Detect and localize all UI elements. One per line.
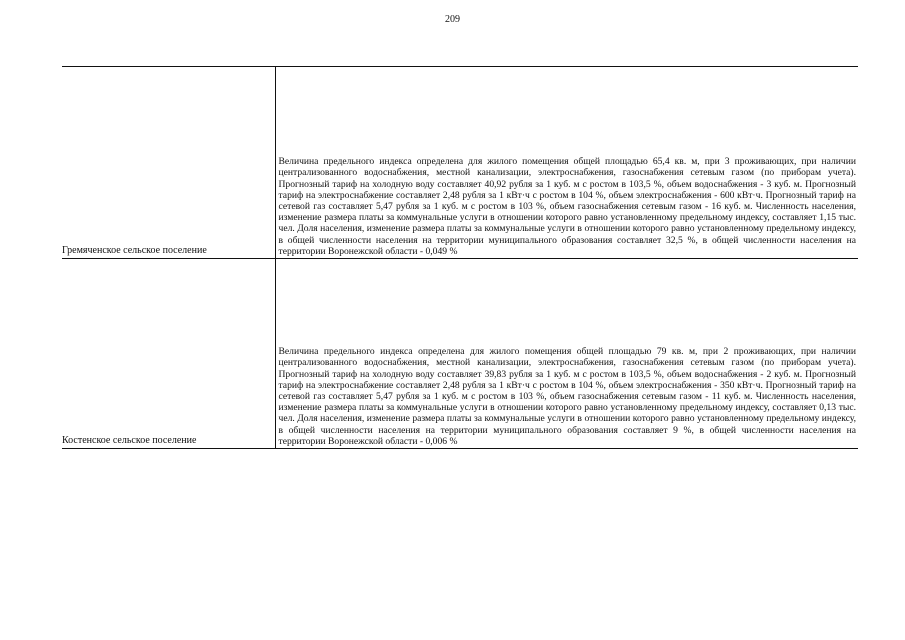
settlement-name: Костенское сельское поселение	[62, 259, 275, 449]
index-justification-text: Величина предельного индекса определена для жилого помещения общей площадью 65,4 кв. м, при 3 проживающих, при наличии централизованного водоснабжения, местной канализации, электроснабжения, газоснабжения сетевым газом (по приборам учета). Прогнозный тариф на холодную воду составляет 40,92 рубля за 1 куб. м с ростом в 103,5 %, объем водоснабжения - 3 куб. м. Прогнозный тариф на электроснабжение составляет 2,48 рубля за 1 кВт·ч с ростом в 104 %, объем электроснабжения - 600 кВт·ч. Прогнозный тариф на сетевой газ составляет 5,47 рубля за 1 куб. м с ростом в 103 %, объем газоснабжения сетевым газом - 16 куб. м. Численность населения, изменение размера платы за коммунальные услуги в отношении которого равно установленному предельному индексу, составляет 1,15 тыс. чел. Доля населения, изменение размера платы за коммунальные услуги в отношении которого равно установленному предельному индексу, в общей численности населения на территории муниципального образования составляет 32,5 %, в общей численности населения на территории Воронежской области - 0,049 %	[275, 67, 858, 259]
index-justification-text: Величина предельного индекса определена для жилого помещения общей площадью 79 кв. м, при 2 проживающих, при наличии централизованного водоснабжения, местной канализации, электроснабжения, газоснабжения сетевым газом (по приборам учета). Прогнозный тариф на холодную воду составляет 39,83 рубля за 1 куб. м с ростом в 103,5 %, объем водоснабжения - 2 куб. м. Прогнозный тариф на электроснабжение составляет 2,48 рубля за 1 кВт·ч с ростом в 104 %, объем электроснабжения - 350 кВт·ч. Прогнозный тариф на сетевой газ составляет 5,47 рубля за 1 куб. м с ростом в 103 %, объем газоснабжения сетевым газом - 11 куб. м. Численность населения, изменение размера платы за коммунальные услуги в отношении которого равно установленному предельному индексу, составляет 0,13 тыс. чел. Доля населения, изменение размера платы за коммунальные услуги в отношении которого равно установленному предельному индексу, в общей численности населения на территории муниципального образования составляет 9 %, в общей численности населения на территории Воронежской области - 0,006 %	[275, 259, 858, 449]
settlements-table	[62, 66, 858, 449]
table-row	[62, 67, 858, 259]
table-row	[62, 259, 858, 449]
page-number: 209	[445, 14, 460, 25]
settlement-name: Гремяченское сельское поселение	[62, 67, 275, 259]
